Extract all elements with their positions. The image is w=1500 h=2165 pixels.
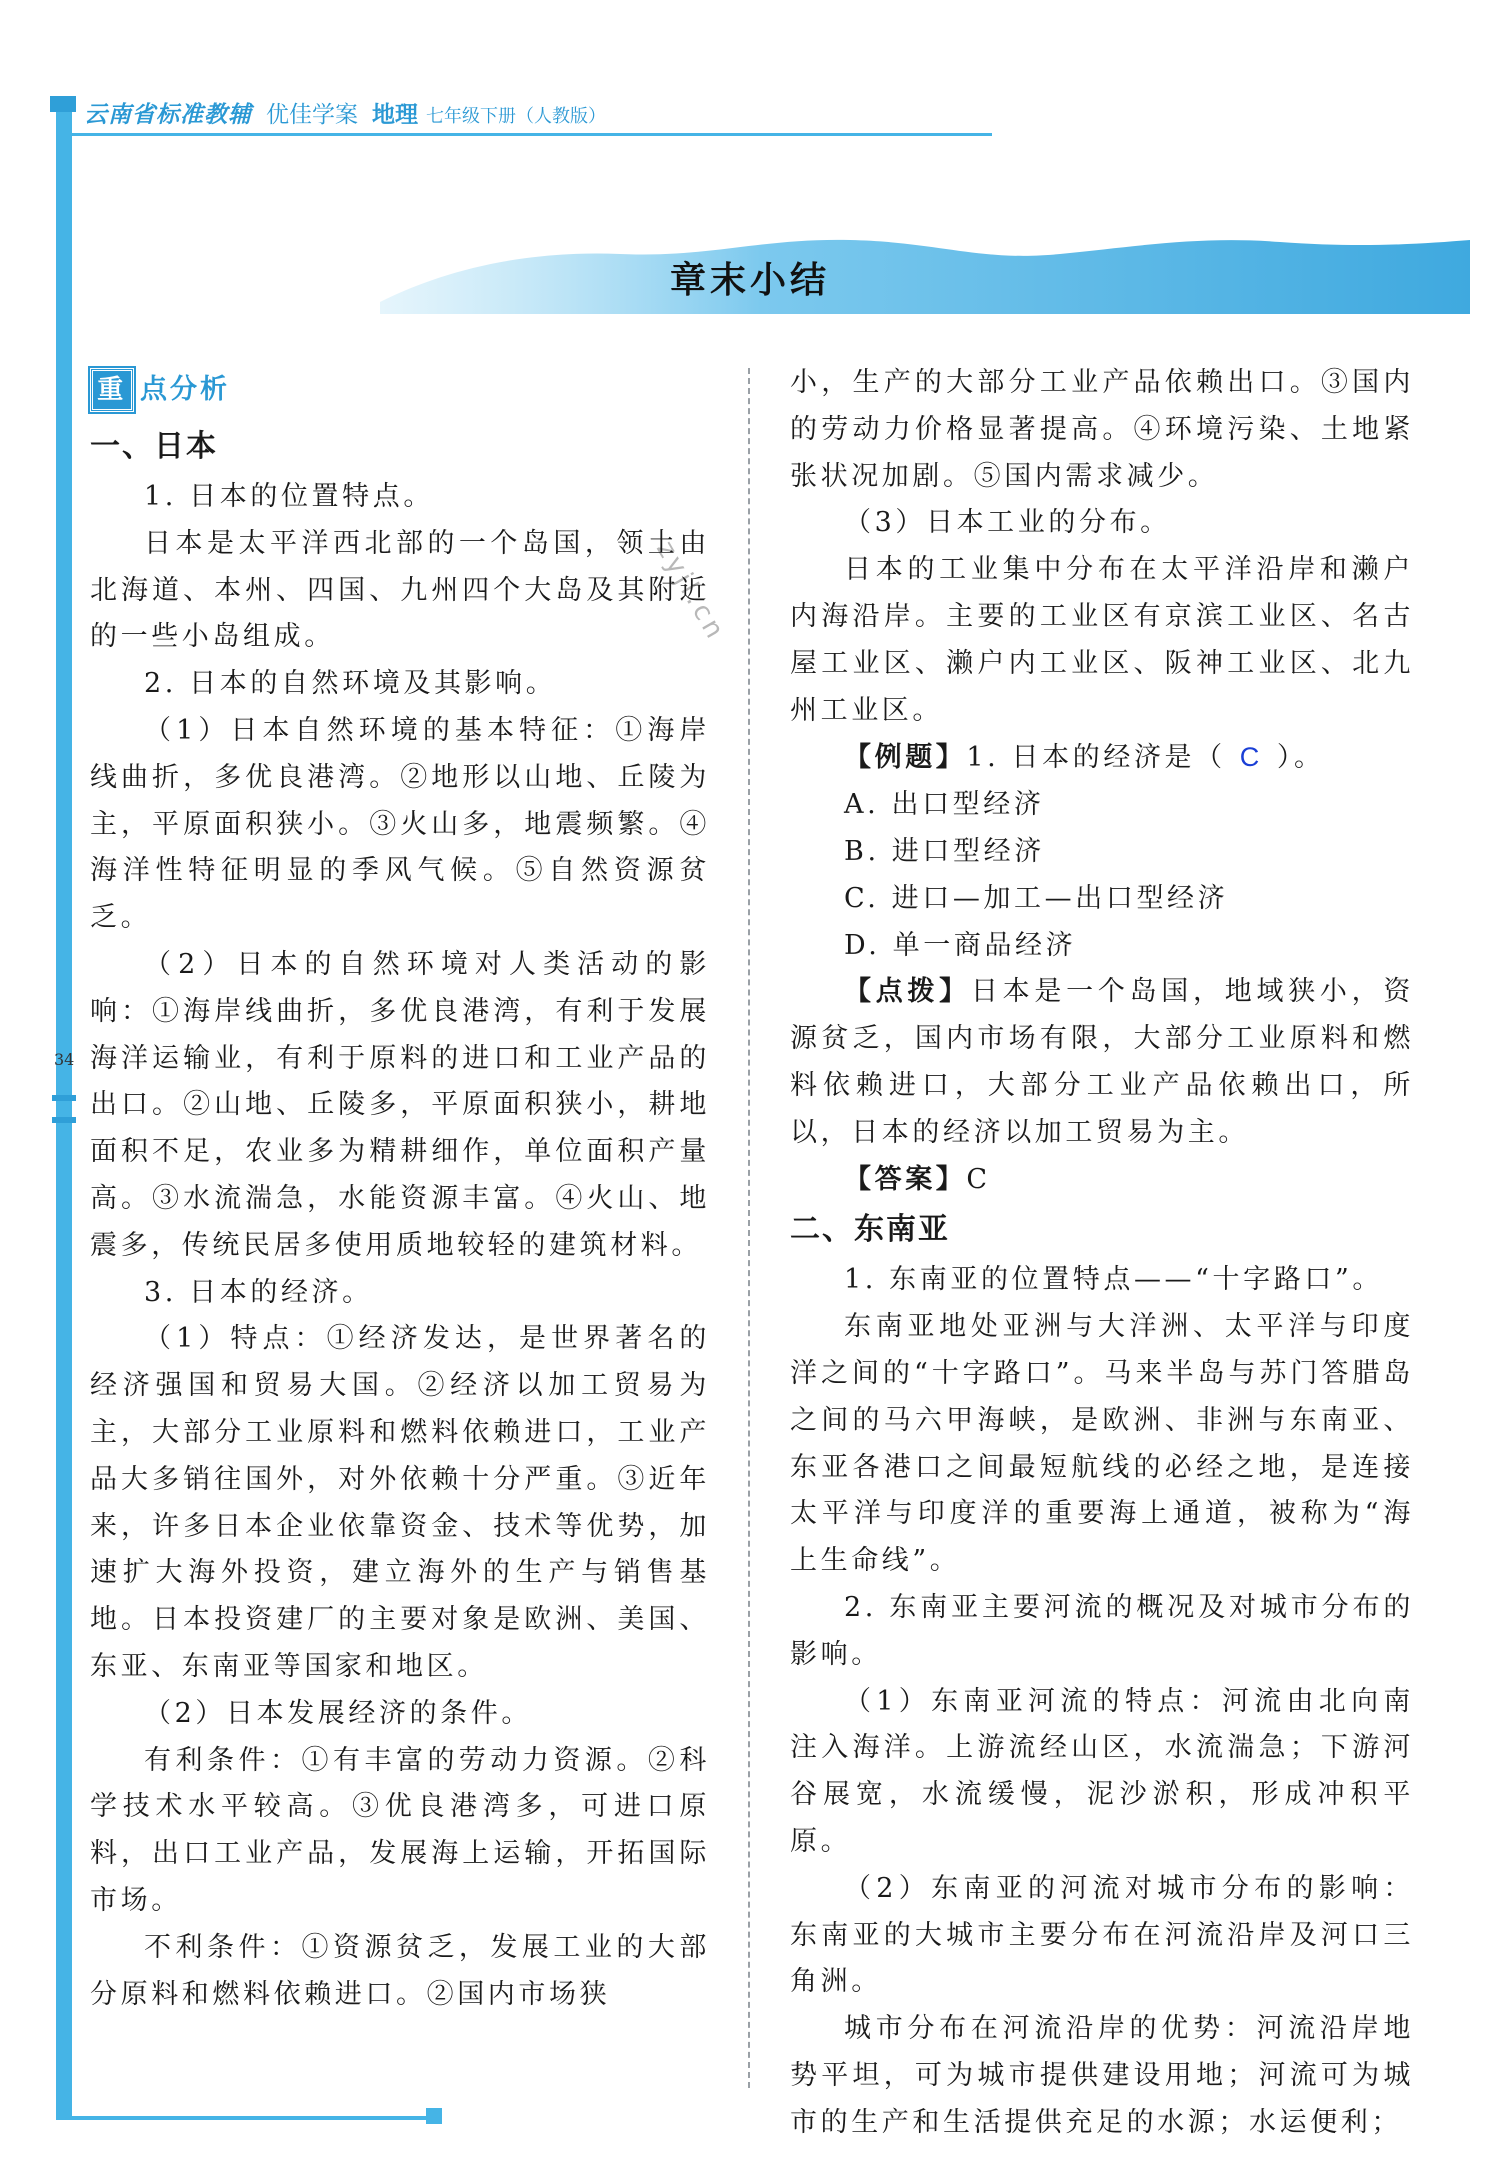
header-grade: 七年级下册（人教版） (426, 106, 606, 127)
paragraph: 日本是太平洋西北部的一个岛国，领土由北海道、本州、四国、九州四个大岛及其附近的一些小岛组成。 (90, 527, 710, 653)
paragraph: （1）日本自然环境的基本特征：①海岸线曲折，多优良港湾。②地形以山地、丘陵为主，平原面积狭小。③火山多，地震频繁。④海洋性特征明显的季风气候。⑤自然资源贫乏。 (90, 714, 710, 934)
column-divider (748, 368, 750, 2088)
left-body (90, 420, 710, 2018)
header-series: 云南省标准教辅 (84, 102, 252, 128)
section-title: 一、日本 (90, 429, 218, 464)
example-options (790, 782, 1414, 969)
option-item: A. 出口型经济 (844, 789, 1045, 821)
paragraph: 1. 日本的位置特点。 (144, 481, 434, 512)
example-question-text: 1. 日本的经济是（ (966, 742, 1226, 774)
example-question (790, 734, 1414, 782)
hint-text: 日本是一个岛国，地域狭小，资源贫乏，国内市场有限，大部分工业原料和燃料依赖进口，大部分工业产品依赖出口，所以，日本的经济以加工贸易为主。 (790, 976, 1414, 1148)
paragraph: 日本的工业集中分布在太平洋沿岸和濑户内海沿岸。主要的工业区有京滨工业区、名古屋工业区、濑户内工业区、阪神工业区、北九州工业区。 (790, 554, 1414, 726)
paragraph: 东南亚地处亚洲与大洋洲、太平洋与印度洋之间的“十字路口”。马来半岛与苏门答腊岛之间的马六甲海峡，是欧洲、非洲与东南亚、东亚各港口之间最短航线的必经之地，是连接太平洋与印度洋的重要海上通道，被称为“海上生命线”。 (790, 1311, 1414, 1577)
page-number-marker-top (52, 1095, 76, 1101)
paragraph: （2）东南亚的河流对城市分布的影响：东南亚的大城市主要分布在河流沿岸及河口三角洲。 (790, 1872, 1414, 1998)
hint-tag: 【点拨】 (844, 976, 971, 1008)
example-tag: 【例题】 (844, 742, 967, 774)
chapter-title: 章末小结 (669, 260, 830, 301)
example-answer-fill: C (1239, 742, 1263, 773)
section-heading (90, 360, 710, 420)
paragraph: 1. 东南亚的位置特点——“十字路口”。 (844, 1264, 1383, 1296)
paragraph: 小，生产的大部分工业产品依赖出口。③国内的劳动力价格显著提高。④环境污染、土地紧张状况加剧。⑤国内需求减少。 (790, 367, 1414, 492)
section-title: 二、东南亚 (790, 1212, 950, 1248)
paragraph: （2）日本的自然环境对人类活动的影响：①海岸线曲折，多优良港湾，有利于发展海洋运输业，有利于原料的进口和工业产品的出口。②山地、丘陵多，平原面积狭小，耕地面积不足，农业多为精耕细作，单位面积产量高。③水流湍急，水能资源丰富。④火山、地震多，传统民居多使用质地较轻的建筑材料。 (90, 948, 710, 1261)
paragraph: 城市分布在河流沿岸的优势：河流沿岸地势平坦，可为城市提供建设用地；河流可为城市的生产和生活提供充足的水源；水运便利； (790, 2013, 1414, 2138)
answer-text: C (966, 1163, 991, 1195)
paragraph: 有利条件：①有丰富的劳动力资源。②科学技术水平较高。③优良港湾多，可进口原料，出口工业产品，发展海上运输，开拓国际市场。 (90, 1744, 710, 1916)
paragraph: 2. 日本的自然环境及其影响。 (144, 668, 557, 700)
left-margin-bar (54, 100, 75, 2118)
paragraph: （1）东南亚河流的特点：河流由北向南注入海洋。上游流经山区，水流湍急；下游河谷展宽，水流缓慢，泥沙淤积，形成冲积平原。 (790, 1685, 1414, 1857)
paragraph: （1）特点：①经济发达，是世界著名的经济强国和贸易大国。②经济以加工贸易为主，大部分工业原料和燃料依赖进口，工业产品大多销往国外，对外依赖十分严重。③近年来，许多日本企业依靠资金、技术等优势，加速扩大海外投资，建立海外的生产与销售基地。日本投资建厂的主要对象是欧洲、美国、东亚、东南亚等国家和地区。 (90, 1323, 710, 1682)
page-number: 34 (54, 1050, 75, 1069)
paragraph: 3. 日本的经济。 (144, 1276, 373, 1308)
right-body-2 (790, 1203, 1414, 2146)
header-subject: 地理 (372, 102, 418, 128)
right-body (790, 360, 1414, 734)
left-column (90, 360, 710, 2018)
bottom-margin-bar (56, 2116, 436, 2120)
option-item: D. 单一商品经济 (844, 929, 1077, 961)
header-book: 优佳学案 (266, 102, 358, 128)
right-column (790, 360, 1414, 2146)
section-badge: 重 (90, 368, 134, 412)
option-item: B. 进口型经济 (844, 835, 1045, 867)
example-question-close: ）。 (1276, 742, 1325, 774)
example-answer (790, 1157, 1414, 1204)
example-hint (790, 969, 1414, 1156)
paragraph: （3）日本工业的分布。 (844, 507, 1171, 539)
paragraph: 不利条件：①资源贫乏，发展工业的大部分原料和燃料依赖进口。②国内市场狭 (90, 1931, 710, 2010)
running-header (84, 96, 606, 129)
paragraph: （2）日本发展经济的条件。 (144, 1697, 532, 1729)
page-number-marker-bottom (52, 1117, 76, 1123)
header-rule (72, 133, 992, 136)
paragraph: 2. 东南亚主要河流的概况及对城市分布的影响。 (790, 1591, 1414, 1670)
option-item: C. 进口—加工—出口型经济 (844, 882, 1229, 914)
bottom-marker-square (426, 2108, 442, 2124)
watermark-text: zyjl.cn (650, 536, 732, 647)
answer-tag: 【答案】 (844, 1163, 967, 1195)
margin-bar-cap (50, 96, 76, 112)
section-label: 点分析 (140, 373, 230, 405)
